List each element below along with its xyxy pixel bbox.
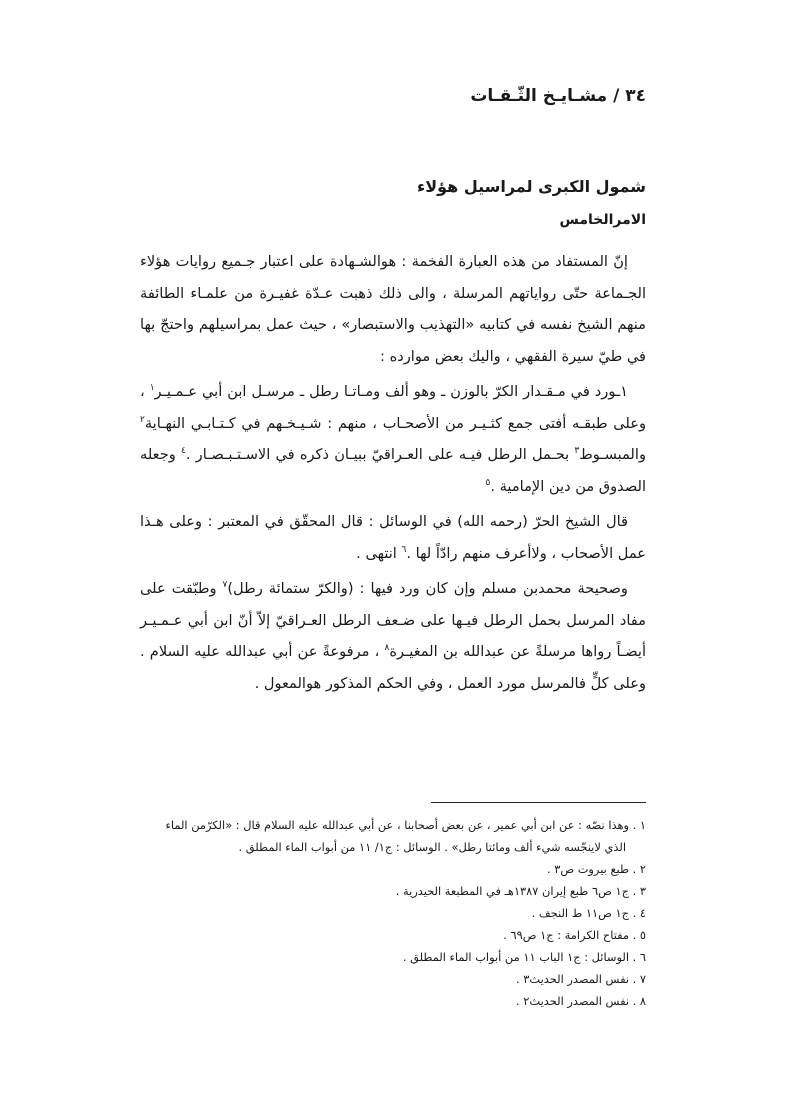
footnote-1 [140,814,646,858]
text-segment: وطبّقت على مفاد المرسل بحمل الرطل فيـها على ضـعف الرطل العـراقيّ إلاّ أنّ ابن أبي عـمـيـر أيضـاً رواها مرسلةً عن عبدالله بن المغيـرة [140,580,646,660]
text-segment: انتهى . [356,544,402,562]
text-segment: قال الشيخ الحرّ (رحمه الله) في الوسائل : قال المحقّق في المعتبر : وعلى هـذا عمل الأصحاب ، ولاأعرف منهم رادّاً لها . [140,513,646,562]
text-segment: ، وعلى طبقـه أفتى جمع كثـيـر من الأصحـاب ، منهم : شـيـخـهم في كـتـابـي النهـاية [140,383,646,432]
text-segment: وصحيحة محمدبن مسلم وإن كان ورد فيها : (والكرّ ستمائة رطل) [227,580,628,597]
footnote-divider [431,802,646,803]
footnote-ref-6[interactable]: ٦ [401,544,407,555]
subsection-title: الامرالخامس [559,212,646,228]
footnote-ref-3[interactable]: ٣ [574,446,580,457]
footnote-8: ٨ . نفس المصدر الحديث٢ . [516,994,646,1008]
paragraph-quote [140,506,646,569]
footnote-ref-5[interactable]: ٥ [485,477,491,488]
footnote-4: ٤ . ج١ ص١١ ط النجف . [531,906,646,920]
paragraph-first-case [140,376,646,502]
text-segment: والمبسـوط [579,446,646,463]
footnote-1-line-2: الذي لاينجّسه شيء ألف ومائتا رطل» . الوسائل : ج١/ ١١ من أبواب الماء المطلق . [238,840,626,854]
text-segment: ، مرفوعةً عن أبي عبدالله عليه السلام . وعلى كلٍّ فالمرسل مورد العمل ، وفي الحكم المذكور هوالمعول . [140,643,646,692]
paragraph-intro: إنّ المستفاد من هذه العبارة الفخمة : هوالشـهادة على اعتبار جـميع روايات هؤلاء الجـماعة حتّى رواياتهم المرسلة ، والى ذلك ذهبت عـدّة غفيـرة من علمـاء الطائفة منهم الشيخ نفسه في كتابيه «التهذيب والاستبصار» ، حيث عمل بمراسيلهم واحتجّ بها في طيّ سيرة الفقهي ، واليك بعض موارده : [140,253,646,365]
footnote-ref-7[interactable]: ٧ [222,580,228,591]
text-segment: وجعله الصدوق من دين الإمامية . [140,446,646,495]
text-segment: بحـمل الرطل فيـه على العـراقيّ ببيـان ذكره في الاسـتـبـصـار . [185,446,575,463]
footnote-ref-1[interactable]: ١ [149,383,155,394]
footnote-7: ٧ . نفس المصدر الحديث٣ . [516,972,646,986]
footnote-5: ٥ . مفتاح الكرامة : ج١ ص٦٩ . [503,928,646,942]
body-text [140,246,646,707]
footnote-1-line-1: ١ . وهذا نصّه : عن ابن أبي عمير ، عن بعض أصحابنا ، عن أبي عبدالله عليه السلام قال : «الكرّمن الماء [165,818,646,832]
footnote-3: ٣ . ج١ ص٦ طبع إيران ١٣٨٧هـ في المطبعة الحيدرية . [395,884,646,898]
footnote-ref-2[interactable]: ٢ [140,414,145,425]
footnote-ref-8[interactable]: ٨ [384,643,390,654]
running-head: ٣٤ / مشـايـخ الثّـقـات [470,86,646,106]
footnote-6: ٦ . الوسائل : ج١ الباب ١١ من أبواب الماء المطلق . [402,950,646,964]
footnote-ref-4[interactable]: ٤ [180,446,186,457]
text-segment: ١ـورد في مـقـدار الكرّ بالوزن ـ وهو ألف ومـاتـا رطل ـ مرسـل ابن أبي عـمـيـر [154,383,628,400]
paragraph-sahiha [140,573,646,699]
footnote-2: ٢ . طبع بيروت ص٣ . [546,862,646,876]
section-title: شمول الكبرى لمراسيل هؤلاء [417,177,646,196]
footnotes [140,814,646,1012]
